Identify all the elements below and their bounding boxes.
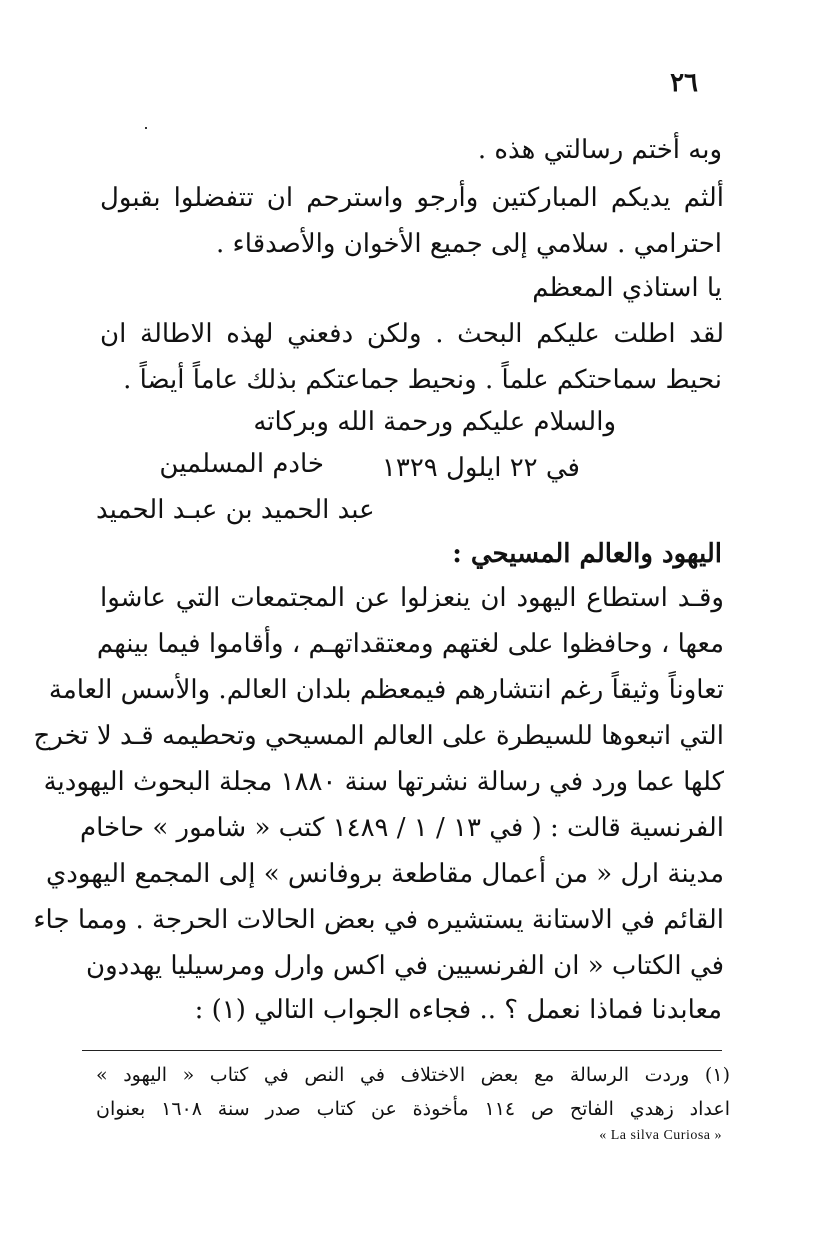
text-line: احترامي . سلامي إلى جميع الأخوان والأصدقاء .	[216, 229, 722, 259]
signatory-title: خادم المسلمين	[159, 449, 324, 479]
paragraph-line: وقـد استطاع اليهود ان ينعزلوا عن المجتمعات التي عاشوا	[100, 583, 724, 613]
page-number: ٢٦	[670, 68, 698, 98]
paragraph-line: معابدنا فماذا نعمل ؟ .. فجاءه الجواب التالي (١) :	[194, 995, 722, 1025]
footnote-line: اعداد زهدي الفاتح ص ١١٤ مأخوذة عن كتاب صدر سنة ١٦٠٨ بعنوان	[96, 1098, 730, 1120]
paragraph-line: مدينة ارل « من أعمال مقاطعة بروفانس » إلى المجمع اليهودي	[45, 859, 724, 889]
section-heading: اليهود والعالم المسيحي :	[452, 539, 722, 569]
paragraph-line: في الكتاب « ان الفرنسيين في اكس وارل ومرسيليا يهددون	[85, 951, 724, 981]
text-line: نحيط سماحتكم علماً . ونحيط جماعتكم بذلك عاماً أيضاً .	[123, 365, 722, 395]
signature: عبد الحميد بن عبـد الحميد	[96, 495, 375, 525]
footnote-separator	[82, 1050, 722, 1051]
paragraph-line: تعاوناً وثيقاً رغم انتشارهم فيمعظم بلدان العالم. والأسس العامة	[48, 675, 724, 705]
paragraph-line: التي اتبعوها للسيطرة على العالم المسيحي وتحطيمه قـد لا تخرج	[33, 721, 724, 751]
paragraph-line: القائم في الاستانة يستشيره في بعض الحالات الحرجة . ومما جاء	[33, 905, 724, 935]
text-line: لقد اطلت عليكم البحث . ولكن دفعني لهذه الاطالة ان	[100, 319, 724, 349]
text-line: يا استاذي المعظم	[532, 273, 722, 303]
scan-speck	[145, 127, 147, 129]
paragraph-line: كلها عما ورد في رسالة نشرتها سنة ١٨٨٠ مجلة البحوث اليهودية	[43, 767, 724, 797]
text-line: وبه أختم رسالتي هذه .	[477, 135, 722, 165]
footnote-line: (١) وردت الرسالة مع بعض الاختلاف في النص في كتاب « اليهود »	[96, 1064, 730, 1086]
letter-date: في ٢٢ ايلول ١٣٢٩	[381, 453, 580, 483]
footnote-book-title: « La silva Curiosa »	[599, 1128, 722, 1143]
paragraph-line: معها ، وحافظوا على لغتهم ومعتقداتهـم ، وأقاموا فيما بينهم	[96, 629, 724, 659]
text-line: ألثم يديكم المباركتين وأرجو واسترحم ان تتفضلوا بقبول	[100, 183, 724, 213]
closing-salutation: والسلام عليكم ورحمة الله وبركاته	[253, 407, 616, 437]
paragraph-line: الفرنسية قالت : ( في ١٣ / ١ / ١٤٨٩ كتب « شامور » حاخام	[80, 813, 724, 843]
